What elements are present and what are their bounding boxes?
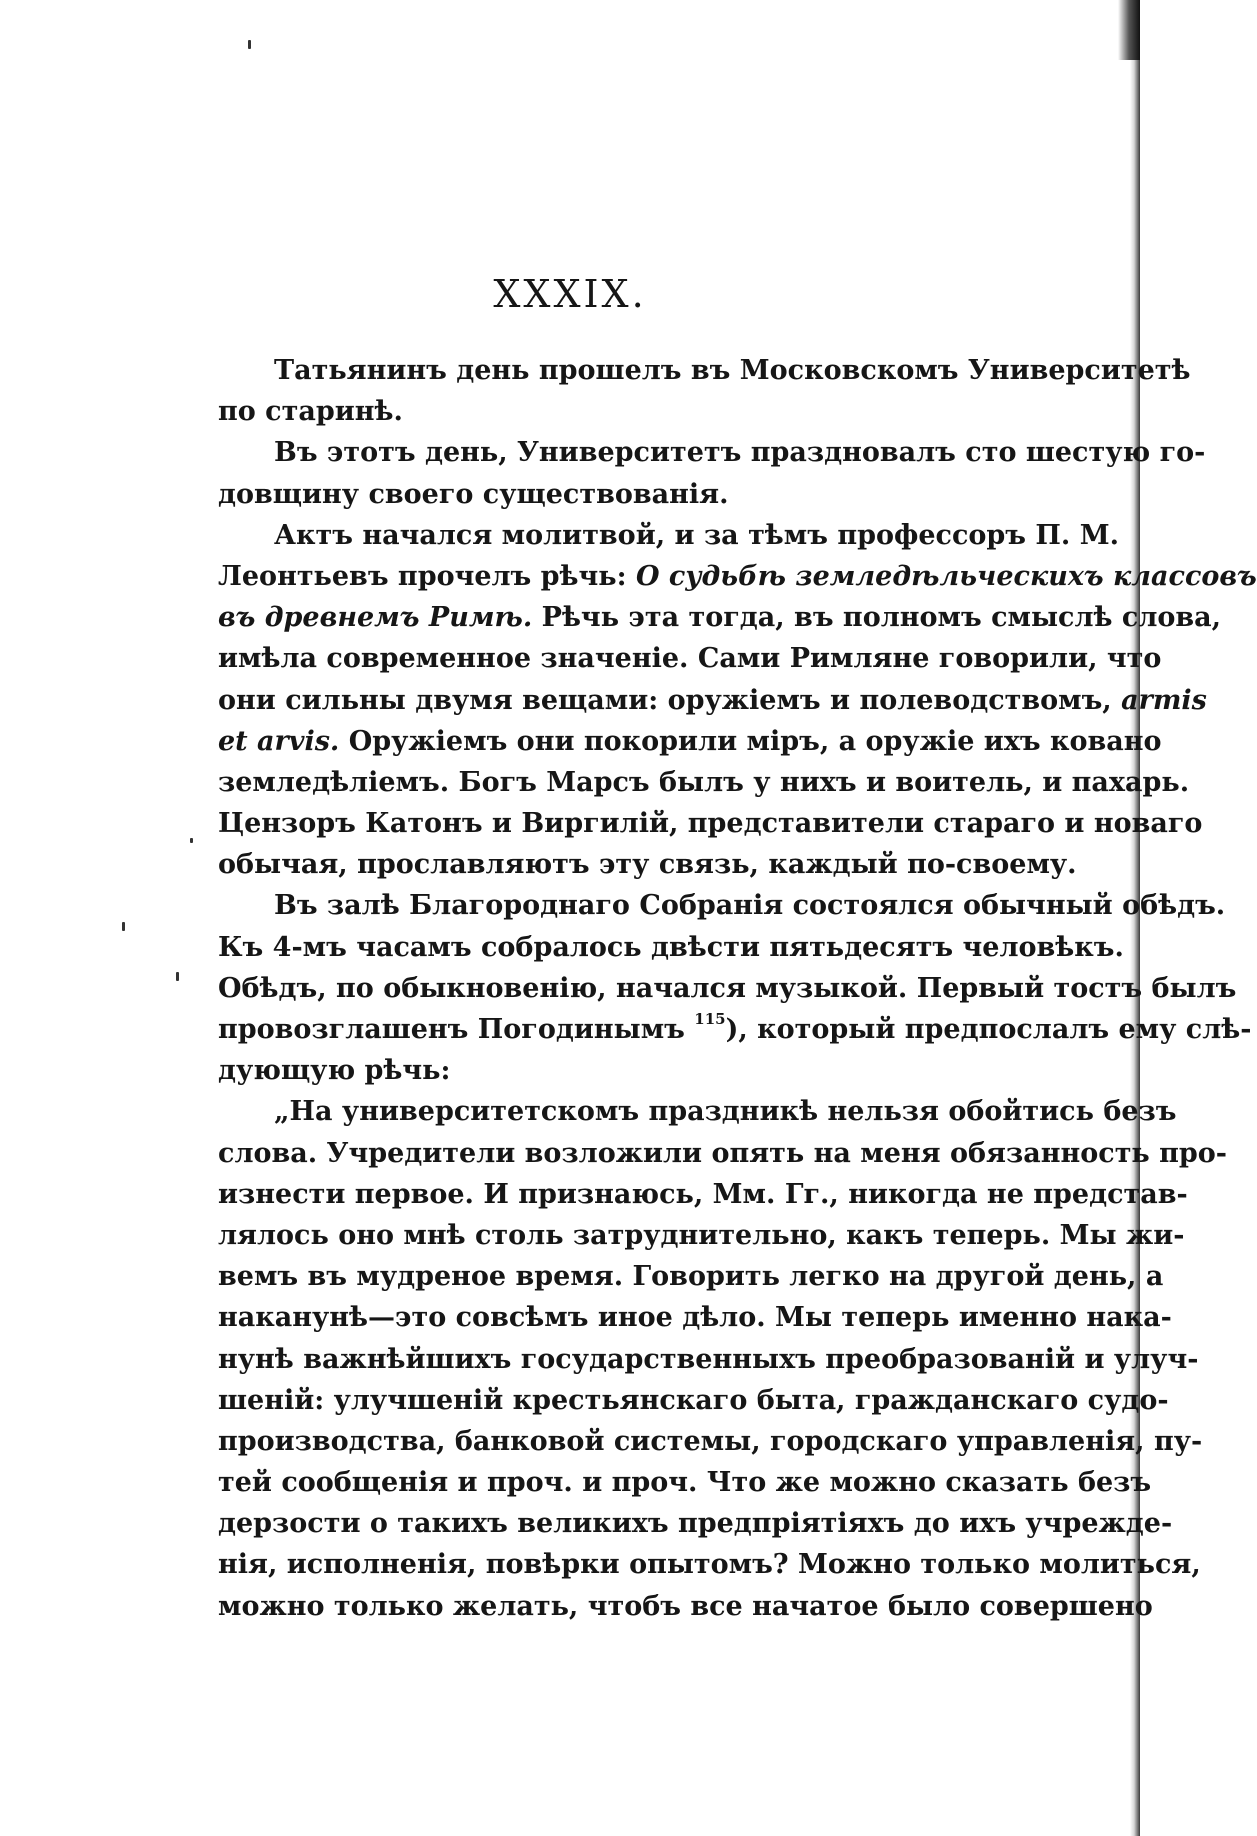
text-line: шеній: улучшеній крестьянскаго быта, гражданскаго судо-	[218, 1384, 1169, 1416]
text-line: „На университетскомъ праздникѣ нельзя обойтись безъ	[274, 1096, 1177, 1128]
italic-title: О судьбѣ земледѣльческихъ классовъ	[636, 560, 1257, 592]
text-line: наканунѣ—это совсѣмъ иное дѣло. Мы теперь именно нака-	[218, 1302, 1172, 1334]
text-line: дующую рѣчь:	[218, 1055, 451, 1087]
text-line: Къ 4-мъ часамъ собралось двѣсти пятьдесятъ человѣкъ.	[218, 931, 1124, 963]
text-line: обычая, прославляютъ эту связь, каждый по-своему.	[218, 849, 1077, 881]
text-line: довщину своего существованія.	[218, 478, 729, 510]
text-line: можно только желать, чтобъ все начатое было совершено	[218, 1590, 1153, 1622]
text-line: Въ этотъ день, Университетъ праздновалъ сто шестую го-	[274, 437, 1206, 469]
scan-speck	[248, 40, 251, 49]
text-line: нія, исполненія, повѣрки опытомъ? Можно только молиться,	[218, 1549, 1201, 1581]
text-line: Леонтьевъ прочелъ рѣчь: О судьбѣ земледѣльческихъ классовъ	[218, 560, 1257, 592]
scan-speck	[190, 838, 193, 843]
text-line: по старинѣ.	[218, 396, 403, 428]
text-line: въ древнемъ Римѣ. Рѣчь эта тогда, въ полномъ смыслѣ слова,	[218, 602, 1222, 634]
latin-phrase: armis	[1121, 684, 1207, 716]
text-line: Актъ начался молитвой, и за тѣмъ профессоръ П. М.	[274, 519, 1119, 551]
text-line: слова. Учредители возложили опять на меня обязанность про-	[218, 1137, 1228, 1169]
chapter-title: XXXIX.	[493, 272, 647, 316]
scan-speck	[176, 972, 179, 981]
text-line: имѣла современное значеніе. Сами Римляне говорили, что	[218, 643, 1162, 675]
page-corner-shadow	[1118, 0, 1140, 60]
text-line: вемъ въ мудреное время. Говорить легко на другой день, а	[218, 1261, 1164, 1293]
text-line: нунѣ важнѣйшихъ государственныхъ преобразованій и улуч-	[218, 1343, 1199, 1375]
text-line: изнести первое. И признаюсь, Мм. Гг., никогда не представ-	[218, 1178, 1188, 1210]
text-line: провозглашенъ Погодинымъ $^{115}$), который предпослалъ ему слѣ-	[218, 1010, 1252, 1045]
text-line: Обѣдъ, по обыкновенію, начался музыкой. Первый тостъ былъ	[218, 972, 1237, 1004]
text-line: тей сообщенія и проч. и проч. Что же можно сказать безъ	[218, 1467, 1152, 1499]
italic-title: въ древнемъ Римѣ.	[218, 602, 533, 634]
text-line: Цензоръ Катонъ и Виргилій, представители стараго и новаго	[218, 808, 1203, 840]
latin-phrase: et arvis.	[218, 725, 340, 757]
text-line: лялось оно мнѣ столь затруднительно, какъ теперь. Мы жи-	[218, 1219, 1185, 1251]
text-line: дерзости о такихъ великихъ предпріятіяхъ до ихъ учрежде-	[218, 1508, 1173, 1540]
footnote-ref[interactable]: 115	[694, 1010, 726, 1028]
text-line: Въ залѣ Благороднаго Собранія состоялся обычный обѣдъ.	[274, 890, 1226, 922]
text-line: земледѣліемъ. Богъ Марсъ былъ у нихъ и воитель, и пахарь.	[218, 766, 1190, 798]
text-line: они сильны двумя вещами: оружіемъ и полеводствомъ, armis	[218, 684, 1207, 716]
text-line: et arvis. Оружіемъ они покорили міръ, а оружіе ихъ ковано	[218, 725, 1162, 757]
scan-speck	[122, 922, 125, 931]
text-line: производства, банковой системы, городскаго управленія, пу-	[218, 1425, 1203, 1457]
text-line: Татьянинъ день прошелъ въ Московскомъ Университетѣ	[274, 355, 1191, 386]
body-text	[218, 350, 1257, 1627]
